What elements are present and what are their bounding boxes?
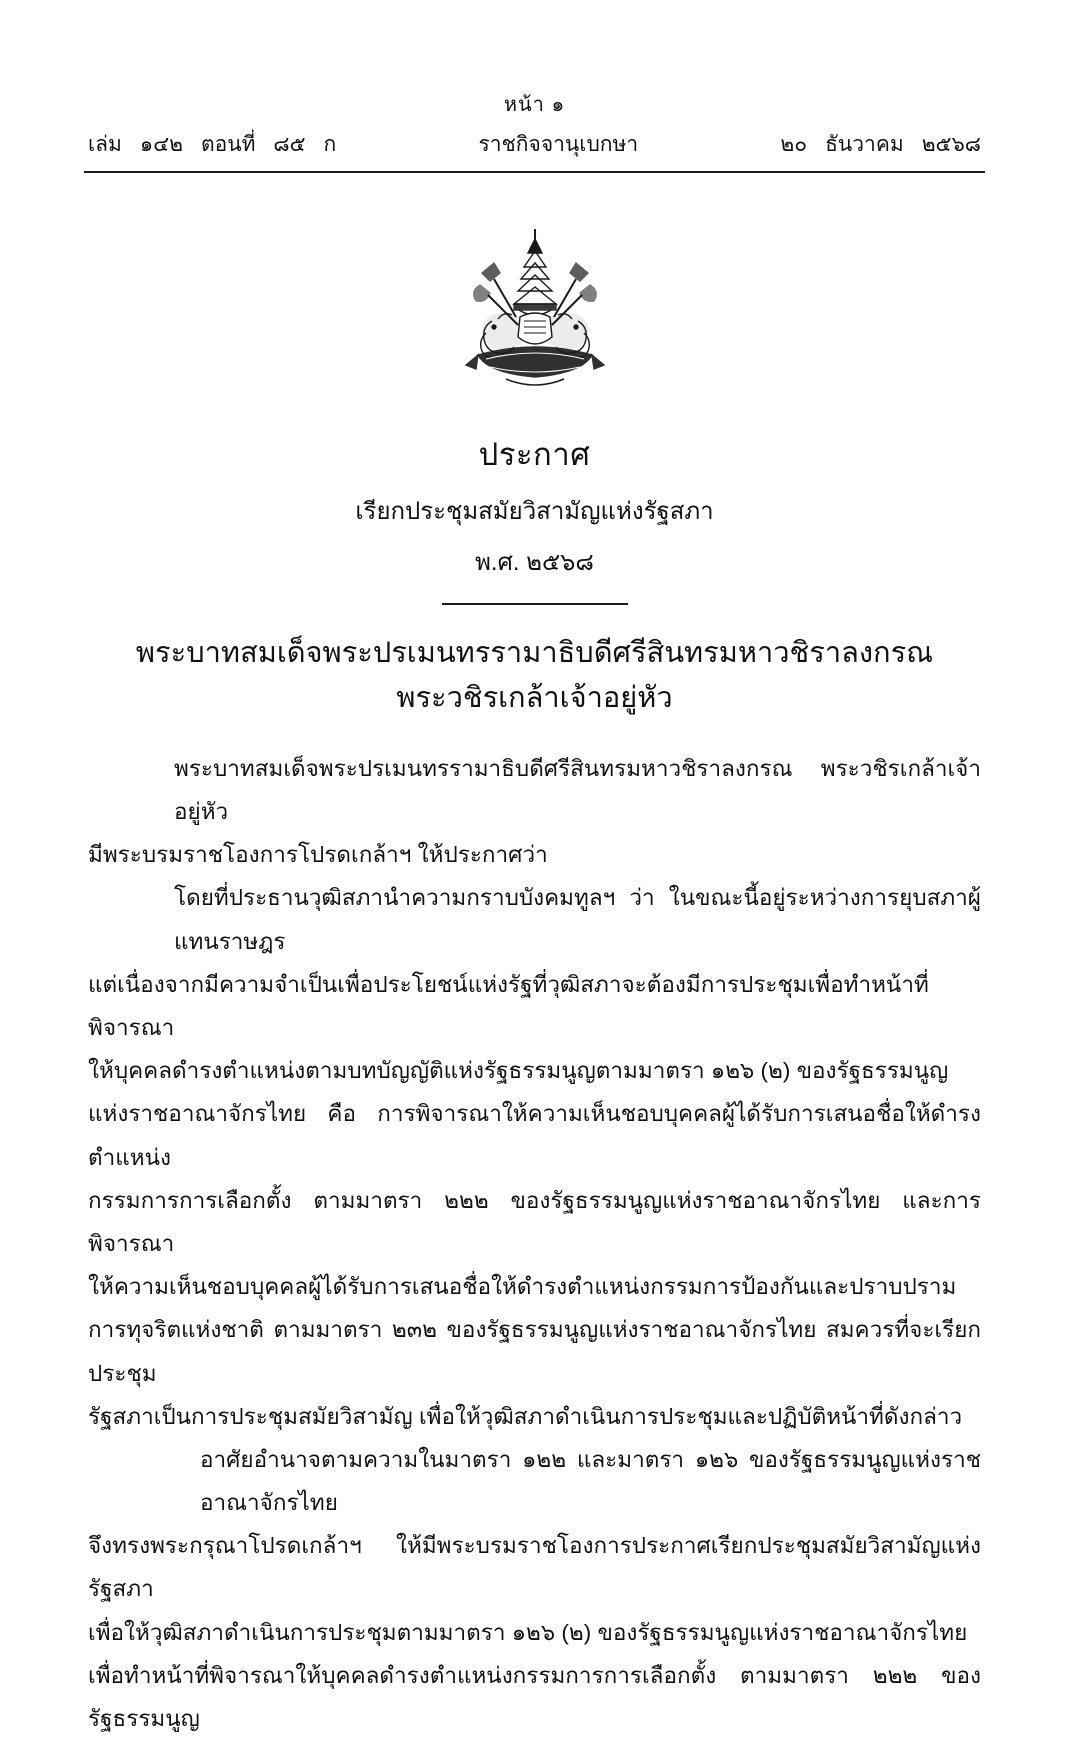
section-value: ๘๕ (273, 133, 306, 156)
p3-line-3: เพื่อให้วุฒิสภาดำเนินการประชุมตามมาตรา ๑๒๖ (๒) ของรัฐธรรมนูญแห่งราชอาณาจักรไทย (88, 1619, 968, 1645)
document-body (88, 747, 981, 1740)
p2-line-8: รัฐสภาเป็นการประชุมสมัยวิสามัญ เพื่อให้วุฒิสภาดำเนินการประชุมและปฏิบัติหน้าที่ดังกล่าว (88, 1403, 963, 1429)
header-row (88, 128, 981, 171)
paragraph-3 (88, 1438, 981, 1740)
p2-line-7: การทุจริตแห่งชาติ ตามมาตรา ๒๓๒ ของรัฐธรรมนูญแห่งราชอาณาจักรไทย สมควรที่จะเรียกประชุม (88, 1317, 981, 1386)
document-subject: เรียกประชุมสมัยวิสามัญแห่งรัฐสภา (355, 498, 714, 525)
p1-line-2: มีพระบรมราชโองการโปรดเกล้าฯ ให้ประกาศว่า (88, 842, 548, 868)
p2-line-6: ให้ความเห็นชอบบุคคลผู้ได้รับการเสนอชื่อให้ดำรงตำแหน่งกรรมการป้องกันและปราบปราม (88, 1274, 957, 1300)
document-year: พ.ศ. ๒๕๖๘ (475, 549, 594, 576)
volume-label: เล่ม (88, 133, 122, 156)
p2-line-2: แต่เนื่องจากมีความจำเป็นเพื่อประโยชน์แห่งรัฐที่วุฒิสภาจะต้องมีการประชุมเพื่อทำหน้าที่พิจารณา (88, 971, 929, 1040)
title-divider (442, 603, 628, 605)
royal-name-line-1: พระบาทสมเด็จพระปรเมนทรรามาธิบดีศรีสินทรมหาวชิราลงกรณ (135, 637, 934, 669)
p2-line-5: กรรมการการเลือกตั้ง ตามมาตรา ๒๒๒ ของรัฐธรรมนูญแห่งราชอาณาจักรไทย และการพิจารณา (88, 1187, 981, 1256)
page-header (88, 0, 981, 173)
royal-name-block (88, 631, 981, 721)
section-class: ก (323, 133, 337, 156)
p1-line-1: พระบาทสมเด็จพระปรเมนทรรามาธิบดีศรีสินทรมหาวชิราลงกรณ พระวชิรเกล้าเจ้าอยู่หัว (174, 755, 981, 825)
p2-line-3: ให้บุคคลดำรงตำแหน่งตามบทบัญญัติแห่งรัฐธรรมนูญตามมาตรา ๑๒๖ (๒) ของรัฐธรรมนูญ (88, 1058, 949, 1084)
royal-name-line-2: พระวชิรเกล้าเจ้าอยู่หัว (396, 681, 673, 714)
gazette-name: ราชกิจจานุเบกษา (478, 133, 639, 156)
paragraph-1 (88, 747, 981, 877)
date-day: ๒๐ (780, 133, 808, 156)
header-date-group (780, 128, 981, 161)
date-year: ๒๕๖๘ (921, 133, 981, 156)
p2-line-1: โดยที่ประธานวุฒิสภานำความกราบบังคมทูลฯ ว่า ในขณะนี้อยู่ระหว่างการยุบสภาผู้แทนราษฎร (174, 885, 981, 954)
emblem-container (88, 221, 981, 411)
title-block (88, 429, 981, 605)
p3-line-1: อาศัยอำนาจตามความในมาตรา ๑๒๒ และมาตรา ๑๒๖ ของรัฐธรรมนูญแห่งราชอาณาจักรไทย (200, 1446, 981, 1516)
p3-line-4: เพื่อทำหน้าที่พิจารณาให้บุคคลดำรงตำแหน่งกรรมการการเลือกตั้ง ตามมาตรา ๒๒๒ ของรัฐธรรมนูญ (88, 1662, 981, 1731)
paragraph-2 (88, 876, 981, 1437)
p2-line-4: แห่งราชอาณาจักรไทย คือ การพิจารณาให้ความเห็นชอบบุคคลผู้ได้รับการเสนอชื่อให้ดำรงตำแหน่ง (88, 1101, 981, 1170)
header-divider (84, 171, 985, 173)
date-month: ธันวาคม (825, 133, 904, 156)
page-number: หน้า ๑ (503, 94, 566, 116)
p3-line-2: จึงทรงพระกรุณาโปรดเกล้าฯ ให้มีพระบรมราชโองการประกาศเรียกประชุมสมัยวิสามัญแห่งรัฐสภา (88, 1533, 981, 1602)
header-volume-group (88, 128, 336, 161)
garuda-royal-emblem-icon (420, 221, 650, 411)
section-label: ตอนที่ (200, 133, 256, 156)
volume-value: ๑๔๒ (139, 133, 183, 156)
document-type: ประกาศ (478, 437, 591, 472)
